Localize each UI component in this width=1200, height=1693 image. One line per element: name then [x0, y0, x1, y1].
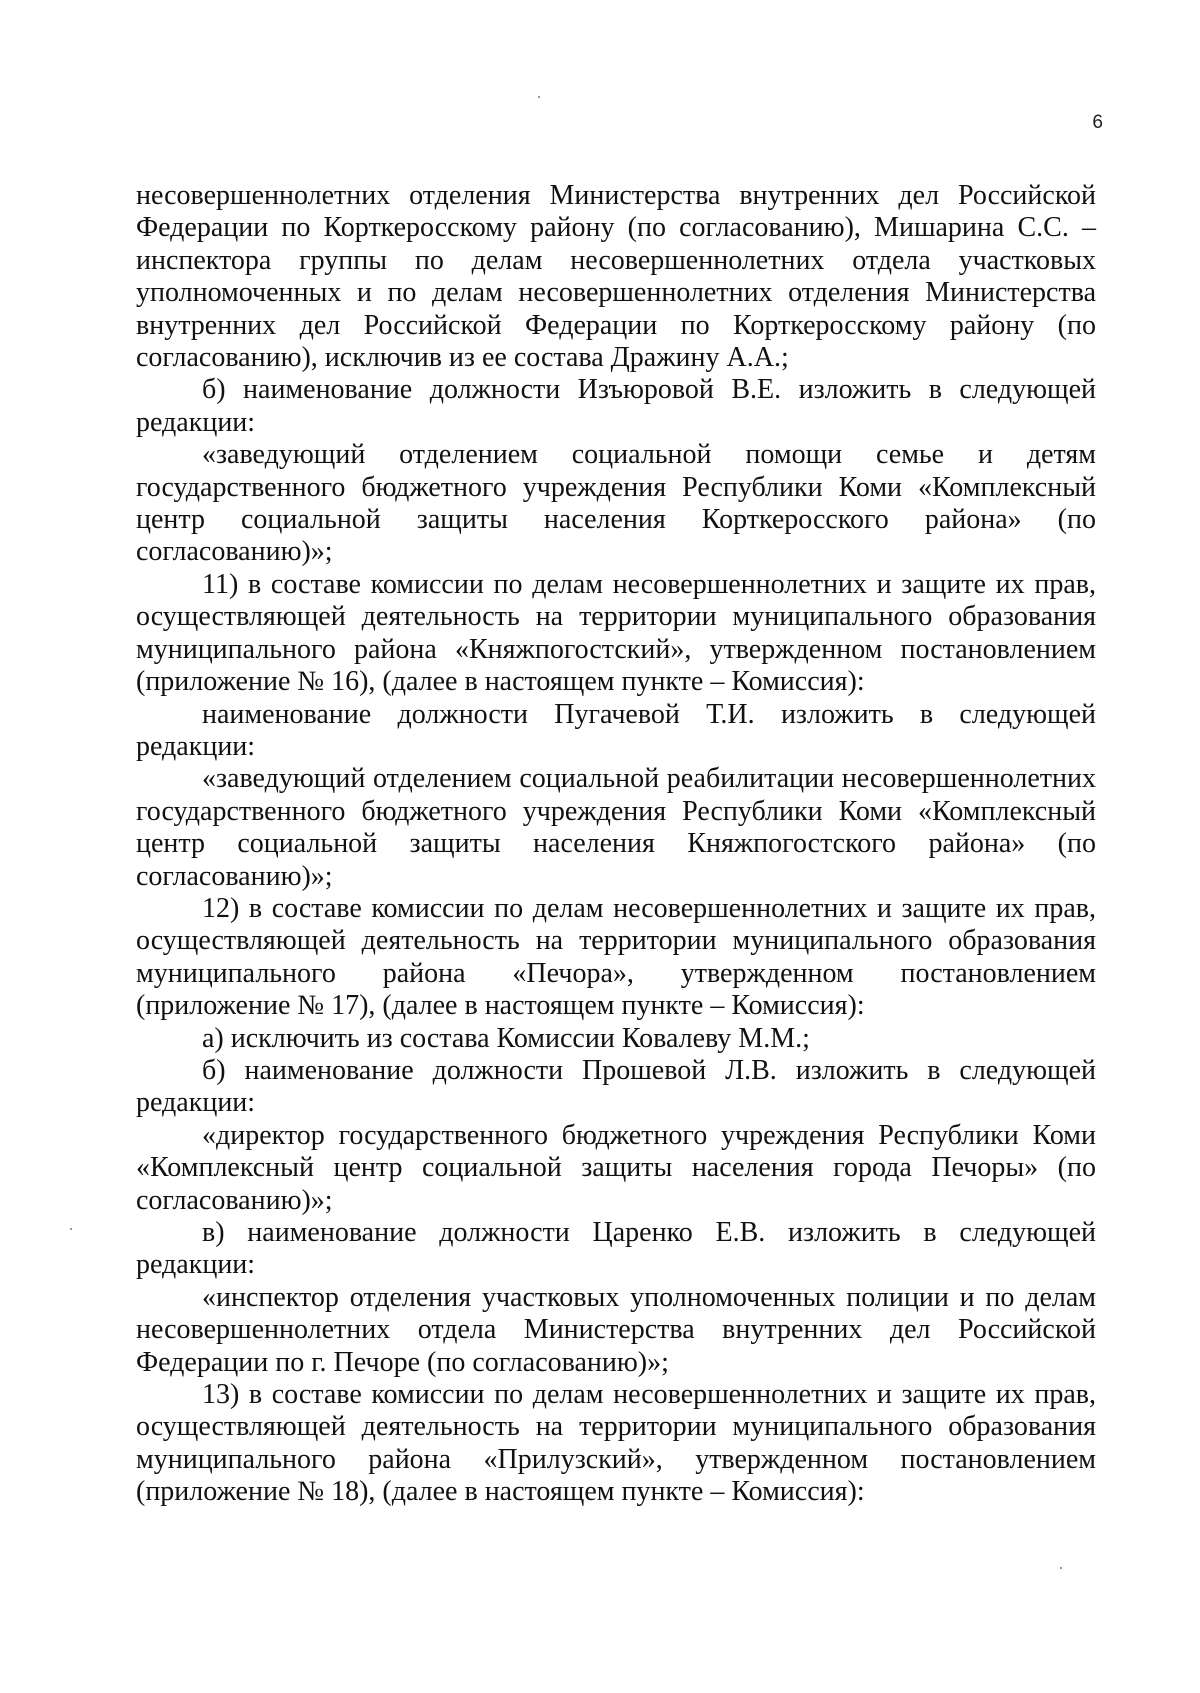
- paragraph: «инспектор отделения участковых уполномоченных полиции и по делам несовершеннолетних отдела Министерства внутренних дел Российской Федерации по г. Печоре (по согласованию)»;: [136, 1281, 1096, 1378]
- scan-speck: [70, 1228, 72, 1230]
- paragraph: а) исключить из состава Комиссии Ковалеву М.М.;: [202, 1022, 810, 1054]
- paragraph: в) наименование должности Царенко Е.В. изложить в следующей редакции:: [136, 1217, 1096, 1281]
- paragraph: наименование должности Пугачевой Т.И. изложить в следующей редакции:: [136, 698, 1096, 762]
- paragraph: «заведующий отделением социальной реабилитации несовершеннолетних государственного бюджетного учреждения Республики Коми «Комплексный центр социальной защиты населения Княжпогостского района» (по согласованию)»;: [136, 763, 1096, 892]
- paragraph: б) наименование должности Прошевой Л.В. изложить в следующей редакции:: [136, 1054, 1096, 1119]
- scan-speck: [538, 96, 540, 98]
- paragraph: «директор государственного бюджетного учреждения Республики Коми «Комплексный центр социальной защиты населения города Печоры» (по согласованию)»;: [136, 1119, 1096, 1216]
- paragraph: «заведующий отделением социальной помощи семье и детям государственного бюджетного учреждения Республики Коми «Комплексный центр социальной защиты населения Корткеросского района» (по согласованию)»;: [136, 439, 1096, 568]
- paragraph: 11) в составе комиссии по делам несовершеннолетних и защите их прав, осуществляющей деятельность на территории муниципального образования муниципального района «Княжпогостский», утвержденном постановлением (приложение № 16), (далее в настоящем пункте – Комиссия):: [136, 568, 1096, 698]
- paragraph: 13) в составе комиссии по делам несовершеннолетних и защите их прав, осуществляющей деятельность на территории муниципального образования муниципального района «Прилузский», утвержденном постановлением (приложение № 18), (далее в настоящем пункте – Комиссия):: [136, 1379, 1096, 1508]
- scan-speck: [1060, 1567, 1062, 1569]
- document-body: [136, 180, 1096, 1509]
- paragraph: несовершеннолетних отделения Министерства внутренних дел Российской Федерации по Корткеросскому району (по согласованию), Мишарина С.С. – инспектора группы по делам несовершеннолетних отдела участковых уполномоченных и по делам несовершеннолетних отделения Министерства внутренних дел Российской Федерации по Корткеросскому району (по согласованию), исключив из ее состава Дражину А.А.;: [136, 180, 1096, 374]
- paragraph: б) наименование должности Изъюровой В.Е. изложить в следующей редакции:: [136, 374, 1096, 438]
- paragraph: 12) в составе комиссии по делам несовершеннолетних и защите их прав, осуществляющей деятельность на территории муниципального образования муниципального района «Печора», утвержденном постановлением (приложение № 17), (далее в настоящем пункте – Комиссия):: [136, 892, 1096, 1022]
- page-number: 6: [1092, 112, 1103, 133]
